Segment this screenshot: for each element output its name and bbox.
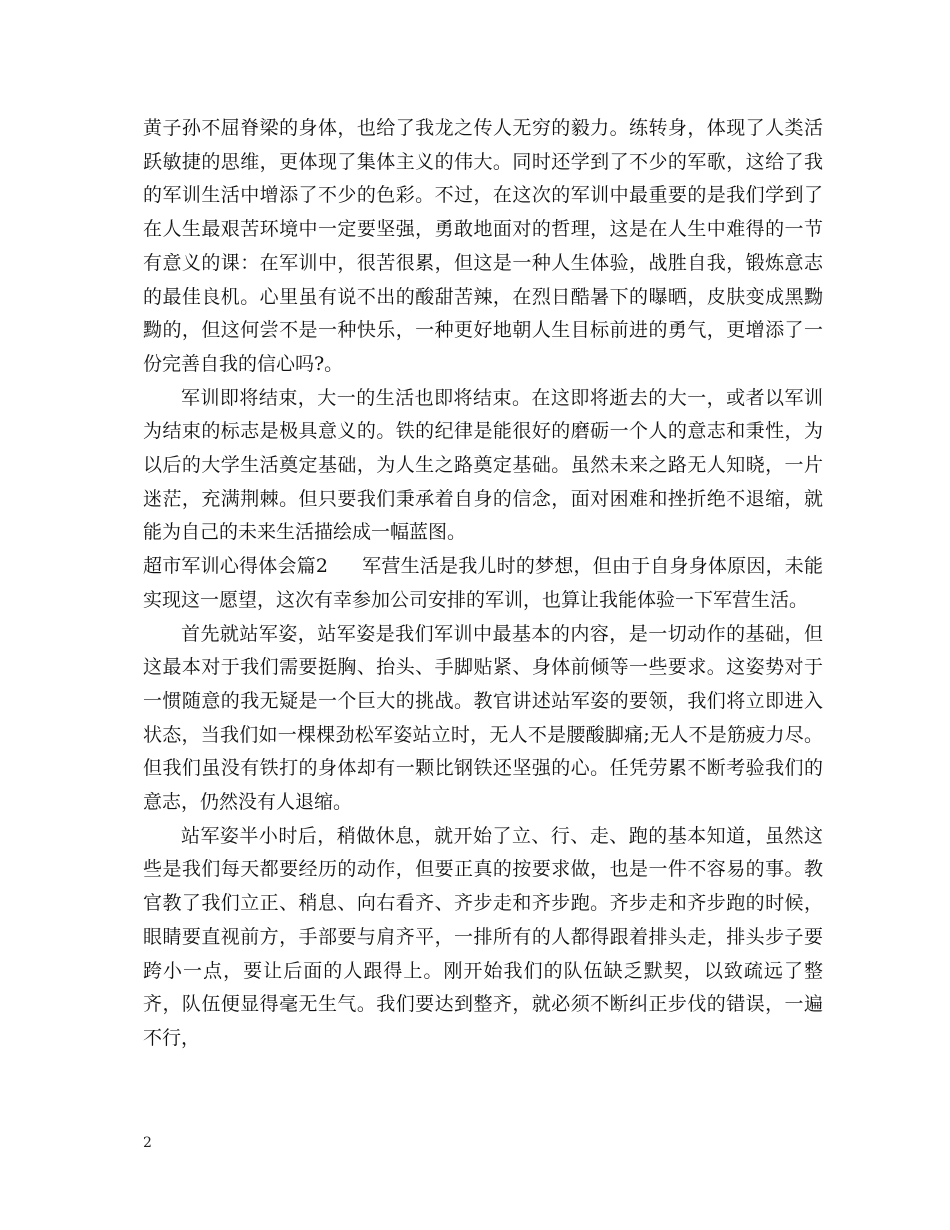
paragraph-1: 黄子孙不屈脊梁的身体，也给了我龙之传人无穷的毅力。练转身，体现了人类活跃敏捷的思维，更体现了集体主义的伟大。同时还学到了不少的军歌，这给了我的军训生活中增添了不少的色彩。不过，在这次的军训中最重要的是我们学到了在人生最艰苦环境中一定要坚强，勇敢地面对的哲理，这是在人生中难得的一节有意义的课：在军训中，很苦很累，但这是一种人生体验，战胜自我，锻炼意志的最佳良机。心里虽有说不出的酸甜苦辣，在烈日酷暑下的曝晒，皮肤变成黑黝黝的，但这何尝不是一种快乐，一种更好地朝人生目标前进的勇气，更增添了一份完善自我的信心吗?。: [143, 117, 823, 375]
section-title: 超市军训心得体会篇2: [143, 555, 328, 578]
paragraph-3-text: 军营生活是我儿时的梦想，但由于自身身体原因，未能实现这一愿望，这次有幸参加公司安排的军训，也算让我能体验一下军营生活。: [143, 555, 823, 611]
page-number: 2: [143, 1135, 152, 1151]
paragraph-2: 军训即将结束，大一的生活也即将结束。在这即将逝去的大一，或者以军训为结束的标志是极具意义的。铁的纪律是能很好的磨砺一个人的意志和秉性，为以后的大学生活奠定基础，为人生之路奠定基础。虽然未来之路无人知晓，一片迷茫，充满荆棘。但只要我们秉承着自身的信念，面对困难和挫折绝不退缩，就能为自己的未来生活描绘成一幅蓝图。: [143, 386, 823, 544]
paragraph-4: 首先就站军姿，站军姿是我们军训中最基本的内容，是一切动作的基础，但这最本对于我们需要挺胸、抬头、手脚贴紧、身体前倾等一些要求。这姿势对于一惯随意的我无疑是一个巨大的挑战。教官讲述站军姿的要领，我们将立即进入状态，当我们如一棵棵劲松军姿站立时，无人不是腰酸脚痛;无人不是筋疲力尽。但我们虽没有铁打的身体却有一颗比钢铁还坚强的心。任凭劳累不断考验我们的意志，仍然没有人退缩。: [143, 622, 823, 814]
body-text: [143, 112, 823, 1056]
paragraph-3: [143, 550, 823, 617]
paragraph-5: 站军姿半小时后，稍做休息，就开始了立、行、走、跑的基本知道，虽然这些是我们每天都要经历的动作，但要正真的按要求做，也是一件不容易的事。教官教了我们立正、稍息、向右看齐、齐步走和齐步跑。齐步走和齐步跑的时候，眼睛要直视前方，手部要与肩齐平，一排所有的人都得跟着排头走，排头步子要跨小一点，要让后面的人跟得上。刚开始我们的队伍缺乏默契，以致疏远了整齐，队伍便显得毫无生气。我们要达到整齐，就必须不断纠正步伐的错误，一遍不行，: [143, 824, 823, 1049]
